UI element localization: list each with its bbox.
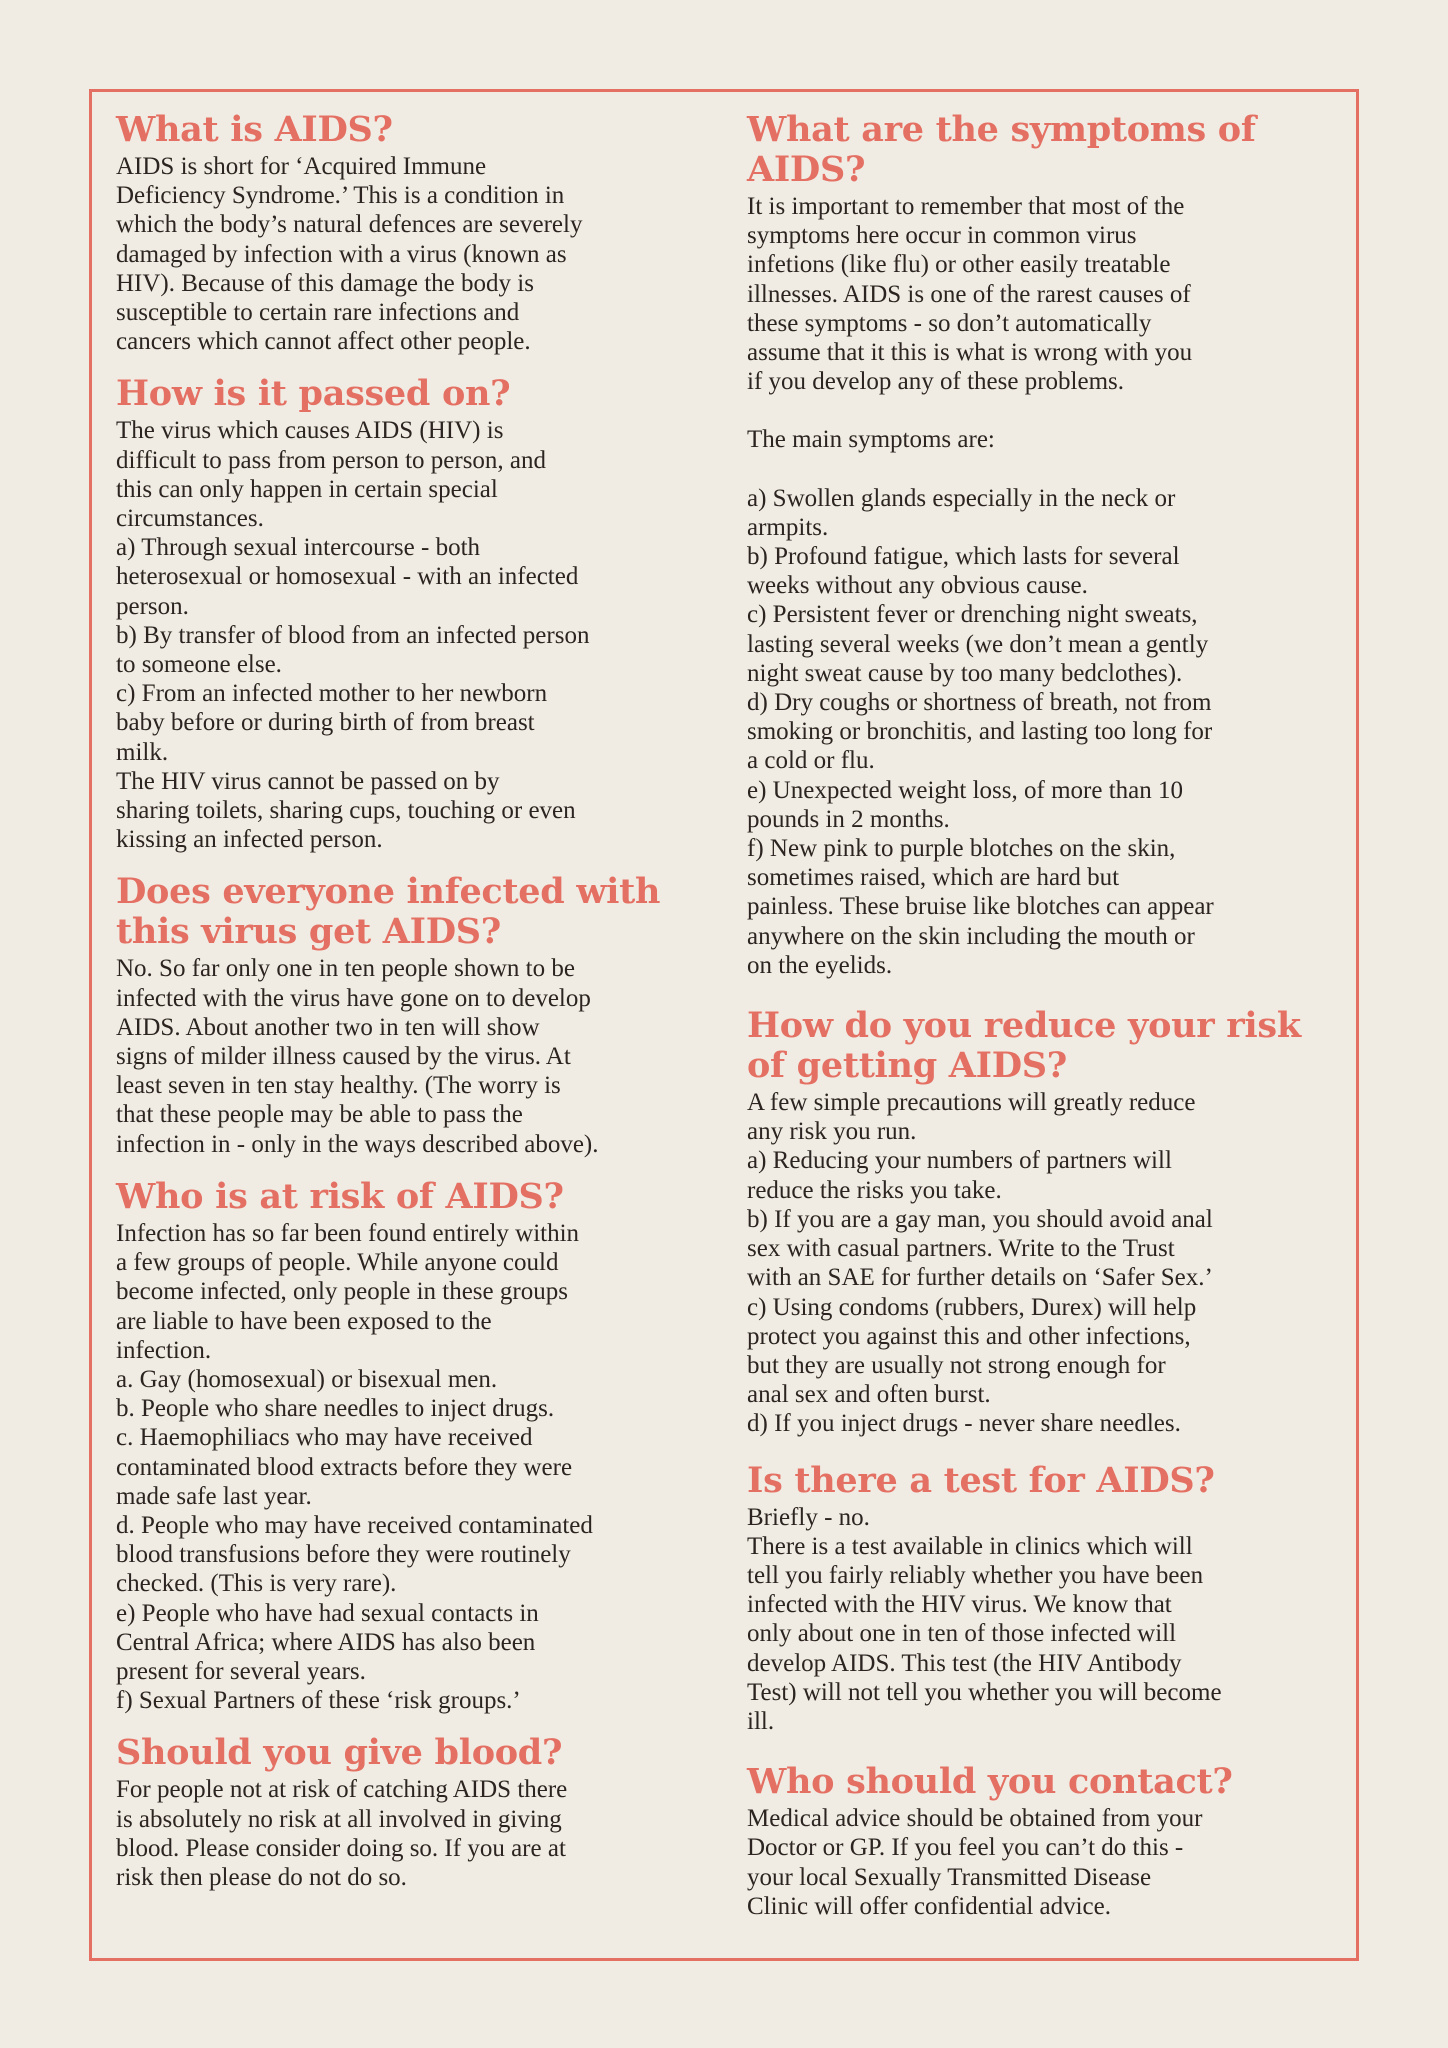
section-who-is-at-risk-of-aids [116, 1177, 716, 1715]
body-text-line: is absolutely no risk at all involved in giving [116, 1805, 562, 1833]
body-text-line: HIV). Because of this damage the body is [116, 269, 534, 297]
section-heading: Does everyone infected with this virus get AIDS? [116, 871, 661, 953]
body-text-line: that these people may be able to pass the [116, 1101, 523, 1129]
body-text-line: baby before or during birth of from breast [116, 709, 535, 737]
left-column [116, 110, 716, 1910]
body-text-line: anywhere on the skin including the mouth or [747, 922, 1195, 950]
body-text-line: lasting several weeks (we don’t mean a gently [747, 630, 1209, 658]
section-heading: Should you give blood? [116, 1732, 563, 1774]
body-text-line: No. So far only one in ten people shown to be [116, 955, 575, 983]
body-text-line: develop AIDS. This test (the HIV Antibody [747, 1649, 1182, 1677]
section-heading: What is AIDS? [116, 109, 393, 150]
body-text-line: c. Haemophiliacs who may have received [116, 1424, 533, 1452]
right-column [747, 110, 1347, 1939]
body-text-line: checked. (This is very rare). [116, 1570, 397, 1598]
body-text-line: weeks without any obvious cause. [747, 572, 1088, 600]
body-text-line: infected with the virus have gone on to develop [116, 984, 591, 1012]
body-text-line: these symptoms - so don’t automatically [747, 309, 1152, 337]
body-text-line: but they are usually not strong enough for [747, 1351, 1166, 1379]
body-text-line: e) Unexpected weight loss, of more than 10 [747, 776, 1183, 804]
section-heading: Who is at risk of AIDS? [116, 1175, 564, 1217]
body-text-line: cancers which cannot affect other people. [116, 328, 531, 356]
body-text-line: susceptible to certain rare infections and [116, 299, 520, 327]
body-text-line: milk. [116, 738, 169, 766]
body-text-line: to someone else. [116, 651, 282, 679]
body-text-line: There is a test available in clinics which will [747, 1532, 1193, 1560]
body-text-line: difficult to pass from person to person, and [116, 446, 547, 474]
body-text-line: Doctor or GP. If you feel you can’t do this - [747, 1834, 1184, 1862]
body-text-line: d. People who may have received contaminated [116, 1511, 593, 1539]
body-text-line: Deficiency Syndrome.’ This is a condition in [116, 182, 565, 210]
paragraph-gap [747, 396, 1347, 425]
body-text-line: A few simple precautions will greatly reduce [747, 1089, 1196, 1117]
section-heading: Is there a test for AIDS? [747, 1459, 1215, 1501]
body-text-line: Briefly - no. [747, 1503, 870, 1531]
body-text-line: AIDS. About another two in ten will show [116, 1013, 540, 1041]
body-text-line: person. [116, 592, 189, 620]
body-text-line: if you develop any of these problems. [747, 368, 1124, 396]
body-text-line: b) By transfer of blood from an infected person [116, 621, 590, 649]
body-text-line: Central Africa; where AIDS has also been [116, 1628, 536, 1656]
body-text-line: The virus which causes AIDS (HIV) is [116, 417, 504, 445]
body-text-line: The HIV virus cannot be passed on by [116, 767, 500, 795]
body-text-line: infetions (like flu) or other easily treatable [747, 251, 1171, 279]
body-text-line: sharing toilets, sharing cups, touching or even [116, 797, 576, 825]
body-text-line: c) Persistent fever or drenching night sweats, [747, 601, 1198, 629]
section-heading: What are the symptoms of AIDS? [747, 109, 1256, 190]
body-text-line: a) Reducing your numbers of partners will [747, 1147, 1172, 1175]
section-who-should-you-contact [747, 1762, 1347, 1921]
body-text-line: become infected, only people in these groups [116, 1278, 568, 1306]
body-text-line: symptoms here occur in common virus [747, 222, 1137, 250]
body-text-line: a. Gay (homosexual) or bisexual men. [116, 1365, 498, 1393]
body-text-line: pounds in 2 months. [747, 805, 950, 833]
section-heading: How do you reduce your risk of getting AIDS? [747, 1005, 1301, 1087]
body-text-line: kissing an infected person. [116, 826, 383, 854]
body-text-line: this can only happen in certain special [116, 475, 498, 503]
section-heading: How is it passed on? [116, 373, 511, 415]
body-text-line: e) People who have had sexual contacts in [116, 1599, 539, 1627]
body-text-line: anal sex and often burst. [747, 1381, 991, 1409]
body-text-line: circumstances. [116, 505, 264, 533]
body-text-line: reduce the risks you take. [747, 1176, 1002, 1204]
section-heading: Who should you contact? [747, 1761, 1233, 1803]
body-text-line: infection. [116, 1336, 212, 1364]
body-text-line: night sweat cause by too many bedclothes). [747, 659, 1183, 687]
body-text-line: your local Sexually Transmitted Disease [747, 1863, 1152, 1891]
body-text-line: c) Using condoms (rubbers, Durex) will help [747, 1293, 1197, 1321]
body-text-line: b) If you are a gay man, you should avoid anal [747, 1205, 1213, 1233]
body-text-line: a few groups of people. While anyone could [116, 1249, 559, 1277]
body-text-line: assume that it this is what is wrong with you [747, 339, 1193, 367]
body-text-line: f) Sexual Partners of these ‘risk groups.’ [116, 1687, 521, 1715]
body-text-line: For people not at risk of catching AIDS there [116, 1776, 568, 1804]
section-what-is-aids [116, 110, 716, 356]
body-text-line: d) Dry coughs or shortness of breath, not from [747, 689, 1212, 717]
body-text-line: sometimes raised, which are hard but [747, 864, 1120, 892]
body-text-line: a) Through sexual intercourse - both [116, 534, 481, 562]
body-text-line: armpits. [747, 513, 829, 541]
body-text-line: infection in - only in the ways described above). [116, 1130, 599, 1158]
body-text-line: b) Profound fatigue, which lasts for several [747, 543, 1180, 571]
body-text-line: f) New pink to purple blotches on the skin, [747, 835, 1176, 863]
section-should-you-give-blood [116, 1733, 716, 1892]
body-text-line: which the body’s natural defences are severely [116, 211, 583, 239]
body-text-line: The main symptoms are: [747, 426, 995, 454]
body-text-line: contaminated blood extracts before they were [116, 1453, 573, 1481]
body-text-line: AIDS is short for ‘Acquired Immune [116, 153, 487, 180]
body-text-line: signs of milder illness caused by the virus. At [116, 1043, 571, 1071]
body-text-line: a) Swollen glands especially in the neck or [747, 484, 1176, 512]
body-text-line: Medical advice should be obtained from your [747, 1805, 1203, 1833]
body-text-line: only about one in ten of those infected will [747, 1620, 1177, 1648]
body-text-line: made safe last year. [116, 1482, 312, 1510]
body-text-line: with an SAE for further details on ‘Safer Sex.’ [747, 1264, 1213, 1292]
section-how-is-it-passed-on [116, 374, 716, 854]
body-text-line: illnesses. AIDS is one of the rarest causes of [747, 280, 1191, 308]
body-text-line: on the eyelids. [747, 951, 893, 979]
body-text-line: Infection has so far been found entirely within [116, 1219, 580, 1247]
body-text-line: c) From an infected mother to her newborn [116, 680, 548, 708]
body-text-line: Clinic will offer confidential advice. [747, 1892, 1112, 1920]
body-text-line: d) If you inject drugs - never share needles. [747, 1410, 1181, 1438]
body-text-line: a cold or flu. [747, 747, 875, 775]
body-text-line: present for several years. [116, 1657, 366, 1685]
body-text-line: any risk you run. [747, 1118, 917, 1146]
body-text-line: ill. [747, 1707, 775, 1735]
body-text-line: tell you fairly reliably whether you have been [747, 1561, 1204, 1589]
body-text-line: It is important to remember that most of the [747, 193, 1185, 220]
body-text-line: heterosexual or homosexual - with an infected [116, 563, 579, 591]
body-text-line: painless. These bruise like blotches can appear [747, 893, 1214, 921]
section-how-do-you-reduce-your-risk-of-getting-aids [747, 1006, 1347, 1438]
body-text-line: Test) will not tell you whether you will become [747, 1678, 1222, 1706]
body-text-line: infected with the HIV virus. We know that [747, 1591, 1172, 1619]
body-text-line: risk then please do not do so. [116, 1863, 407, 1891]
section-does-everyone-infected-with-this-virus-get-aids [116, 872, 716, 1158]
body-text-line: blood. Please consider doing so. If you are at [116, 1834, 566, 1862]
body-text-line: are liable to have been exposed to the [116, 1307, 492, 1335]
body-text-line: smoking or bronchitis, and lasting too long for [747, 718, 1213, 746]
section-what-are-the-symptoms-of-aids [747, 110, 1347, 980]
body-text-line: least seven in ten stay healthy. (The worry is [116, 1072, 561, 1100]
body-text-line: b. People who share needles to inject drugs. [116, 1395, 555, 1423]
paragraph-gap [747, 455, 1347, 484]
body-text-line: protect you against this and other infections, [747, 1322, 1191, 1350]
body-text-line: sex with casual partners. Write to the Trust [747, 1235, 1175, 1263]
body-text-line: damaged by infection with a virus (known as [116, 240, 567, 268]
section-is-there-a-test-for-aids [747, 1461, 1347, 1737]
body-text-line: blood transfusions before they were routinely [116, 1541, 571, 1569]
